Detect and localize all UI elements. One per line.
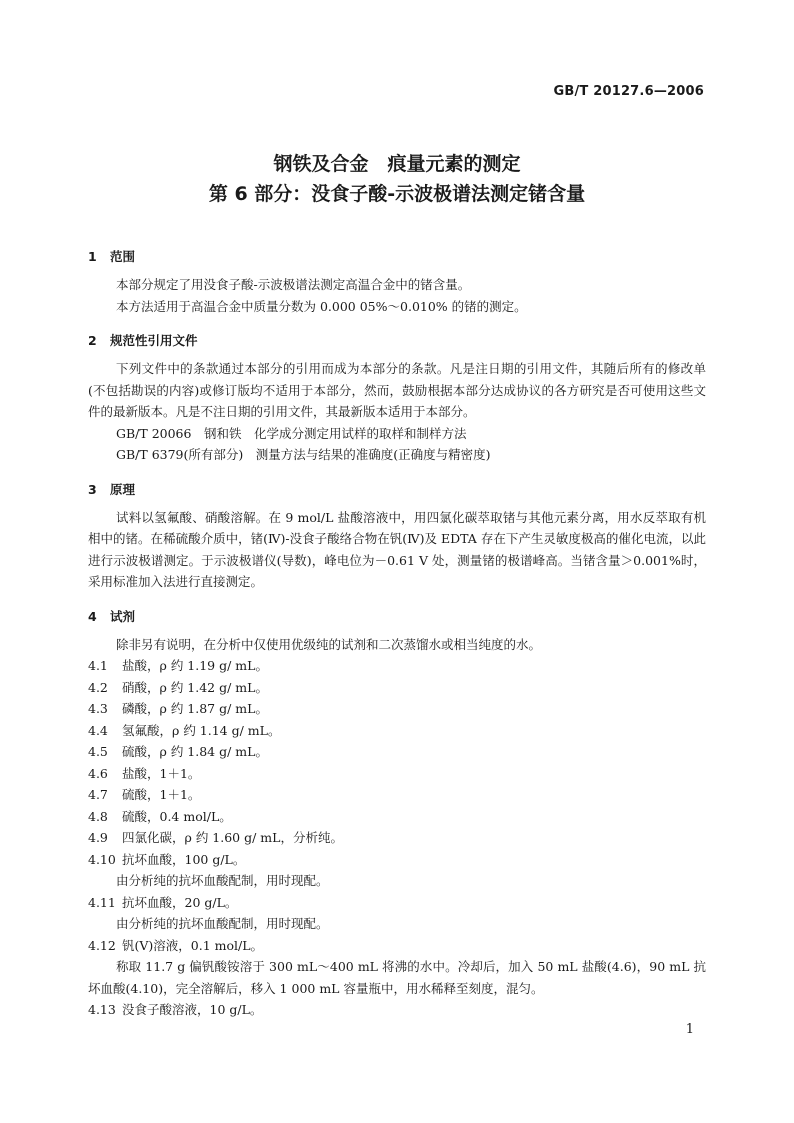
reagent-item: [88, 892, 706, 914]
paragraph: 除非另有说明，在分析中仅使用优级纯的试剂和二次蒸馏水或相当纯度的水。: [116, 636, 542, 652]
paragraph: 下列文件中的条款通过本部分的引用而成为本部分的条款。凡是注日期的引用文件，其随后所有的修改单(不包括勘误的内容)或修订版均不适用于本部分，然而，鼓励根据本部分达成协议的各方研究是否可使用这些文件的最新版本。凡是不注日期的引用文件，其最新版本适用于本部分。: [88, 361, 706, 419]
item-number: 4.1: [88, 658, 108, 673]
reagent-note: 由分析纯的抗坏血酸配制，用时现配。: [116, 916, 329, 931]
item-number: 4.6: [88, 765, 108, 781]
section-title: 规范性引用文件: [110, 333, 198, 348]
paragraph: 本方法适用于高温合金中质量分数为 0.000 05%～0.010% 的锗的测定。: [116, 298, 527, 314]
reagent-item: [88, 655, 706, 677]
reagent-item: [88, 720, 706, 742]
reagent-item: [88, 827, 706, 849]
reagent-item: [88, 935, 706, 957]
reagent-item: [88, 677, 706, 699]
item-text: 盐酸，ρ 约 1.19 g/ mL。: [122, 658, 268, 673]
section-heading-reagents: [88, 606, 706, 627]
section-number: 2: [88, 333, 97, 348]
section-heading-principle: [88, 479, 706, 500]
section-title: 原理: [110, 481, 136, 497]
reagent-item: [88, 741, 706, 763]
section-heading-scope: [88, 246, 706, 267]
item-text: 硫酸，ρ 约 1.84 g/ mL。: [122, 744, 268, 759]
item-number: 4.13: [88, 1002, 116, 1017]
item-text: 盐酸，1＋1。: [122, 765, 201, 781]
reagent-note: 称取 11.7 g 偏钒酸铵溶于 300 mL～400 mL 将沸的水中。冷却后，加入 50 mL 盐酸(4.6)，90 mL 抗坏血酸(4.10)，完全溶解后，移入 1 000 mL 容量瓶中，用水稀释至刻度，混匀。: [88, 959, 706, 996]
item-number: 4.11: [88, 894, 116, 910]
document-title: 钢铁及合金 痕量元素的测定: [273, 153, 521, 175]
section-number: 1: [88, 249, 97, 264]
item-number: 4.4: [88, 722, 108, 738]
item-text: 抗坏血酸，100 g/L。: [122, 851, 246, 867]
reagent-note: 由分析纯的抗坏血酸配制，用时现配。: [116, 873, 329, 888]
reagent-item: [88, 999, 706, 1021]
item-text: 钒(V)溶液，0.1 mol/L。: [122, 937, 264, 953]
item-text: 硫酸，1＋1。: [122, 787, 201, 802]
item-number: 4.2: [88, 679, 108, 695]
section-title: 范围: [110, 249, 136, 264]
item-number: 4.8: [88, 808, 108, 824]
reference-entry: GB/T 6379(所有部分) 测量方法与结果的准确度(正确度与精密度): [116, 447, 491, 462]
reagent-item: [88, 849, 706, 871]
item-number: 4.3: [88, 701, 108, 716]
document-body: [88, 246, 706, 1021]
paragraph: 本部分规定了用没食子酸-示波极谱法测定高温合金中的锗含量。: [116, 277, 471, 292]
reference-entry: GB/T 20066 钢和铁 化学成分测定用试样的取样和制样方法: [116, 425, 467, 441]
reagent-item: [88, 784, 706, 806]
reagent-item: [88, 806, 706, 828]
item-text: 抗坏血酸，20 g/L。: [122, 894, 238, 910]
item-text: 硫酸，0.4 mol/L。: [122, 808, 232, 824]
item-number: 4.12: [88, 937, 116, 953]
item-number: 4.7: [88, 787, 108, 802]
reagent-item: [88, 698, 706, 720]
item-number: 4.5: [88, 744, 108, 759]
item-text: 磷酸，ρ 约 1.87 g/ mL。: [122, 701, 268, 716]
reagent-item: [88, 763, 706, 785]
item-text: 没食子酸溶液，10 g/L。: [122, 1002, 263, 1017]
item-number: 4.10: [88, 851, 116, 867]
section-heading-normative-references: [88, 330, 706, 351]
standard-code: GB/T 20127.6—2006: [553, 84, 704, 99]
section-number: 4: [88, 608, 97, 624]
section-number: 3: [88, 481, 97, 497]
item-text: 氢氟酸，ρ 约 1.14 g/ mL。: [122, 722, 281, 738]
paragraph: 试料以氢氟酸、硝酸溶解。在 9 mol/L 盐酸溶液中，用四氯化碳萃取锗与其他元素分离，用水反萃取有机相中的锗。在稀硫酸介质中，锗(Ⅳ)-没食子酸络合物在钒(Ⅳ)及 EDTA 存在下产生灵敏度极高的催化电流，以此进行示波极谱测定。于示波极谱仪(导数)，峰电位为－0.61 V 处，测量锗的极谱峰高。当锗含量＞0.001%时，采用标准加入法进行直接测定。: [88, 509, 706, 589]
page-number: 1: [685, 1022, 694, 1037]
item-text: 四氯化碳，ρ 约 1.60 g/ mL，分析纯。: [122, 830, 343, 845]
item-number: 4.9: [88, 830, 108, 845]
section-title: 试剂: [110, 608, 136, 624]
document-subtitle: 第 6 部分：没食子酸-示波极谱法测定锗含量: [208, 183, 586, 205]
item-text: 硝酸，ρ 约 1.42 g/ mL。: [122, 679, 268, 695]
